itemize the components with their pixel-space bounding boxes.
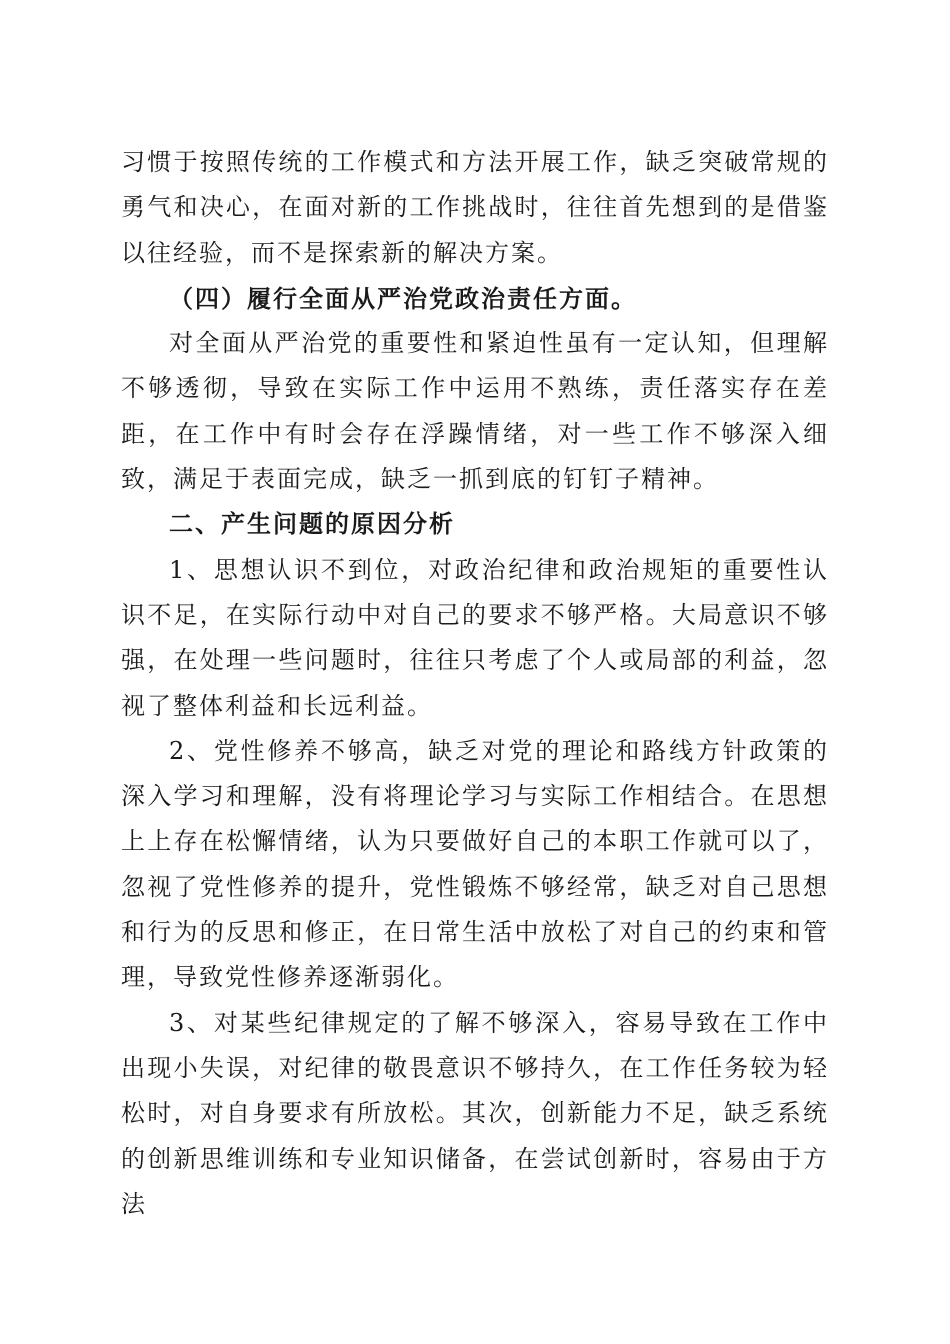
section-two-heading: 二、产生问题的原因分析 — [169, 510, 455, 539]
paragraph-four: 对全面从严治党的重要性和紧迫性虽有一定认知，但理解不够透彻，导致在实际工作中运用不熟练，责任落实存在差距，在工作中有时会存在浮躁情绪，对一些工作不够深入细致，满足于表面完成，缺乏一抓到底的钉钉子精神。 — [121, 329, 829, 494]
continued-paragraph: 习惯于按照传统的工作模式和方法开展工作，缺乏突破常规的勇气和决心，在面对新的工作挑战时，往往首先想到的是借鉴以往经验，而不是探索新的解决方案。 — [121, 148, 829, 267]
cause-two-paragraph: 2、党性修养不够高，缺乏对党的理论和路线方针政策的深入学习和理解，没有将理论学习与实际工作相结合。在思想上上存在松懈情绪，认为只要做好自己的本职工作就可以了，忽视了党性修养的提升，党性锻炼不够经常，缺乏对自己思想和行为的反思和修正，在日常生活中放松了对自己的约束和管理，导致党性修养逐渐弱化。 — [121, 736, 829, 992]
cause-three-paragraph: 3、对某些纪律规定的了解不够深入，容易导致在工作中出现小失误，对纪律的敬畏意识不够持久，在工作任务较为轻松时，对自身要求有所放松。其次，创新能力不足，缺乏系统的创新思维训练和专业知识储备，在尝试创新时，容易由于方法 — [121, 1008, 829, 1218]
document-body — [121, 140, 829, 1227]
subheading-four: （四）履行全面从严治党政治责任方面。 — [169, 283, 637, 313]
cause-one-paragraph: 1、思想认识不到位，对政治纪律和政治规矩的重要性认识不足，在实际行动中对自己的要求不够严格。大局意识不够强，在处理一些问题时，往往只考虑了个人或局部的利益，忽视了整体利益和长远利益。 — [121, 555, 829, 720]
